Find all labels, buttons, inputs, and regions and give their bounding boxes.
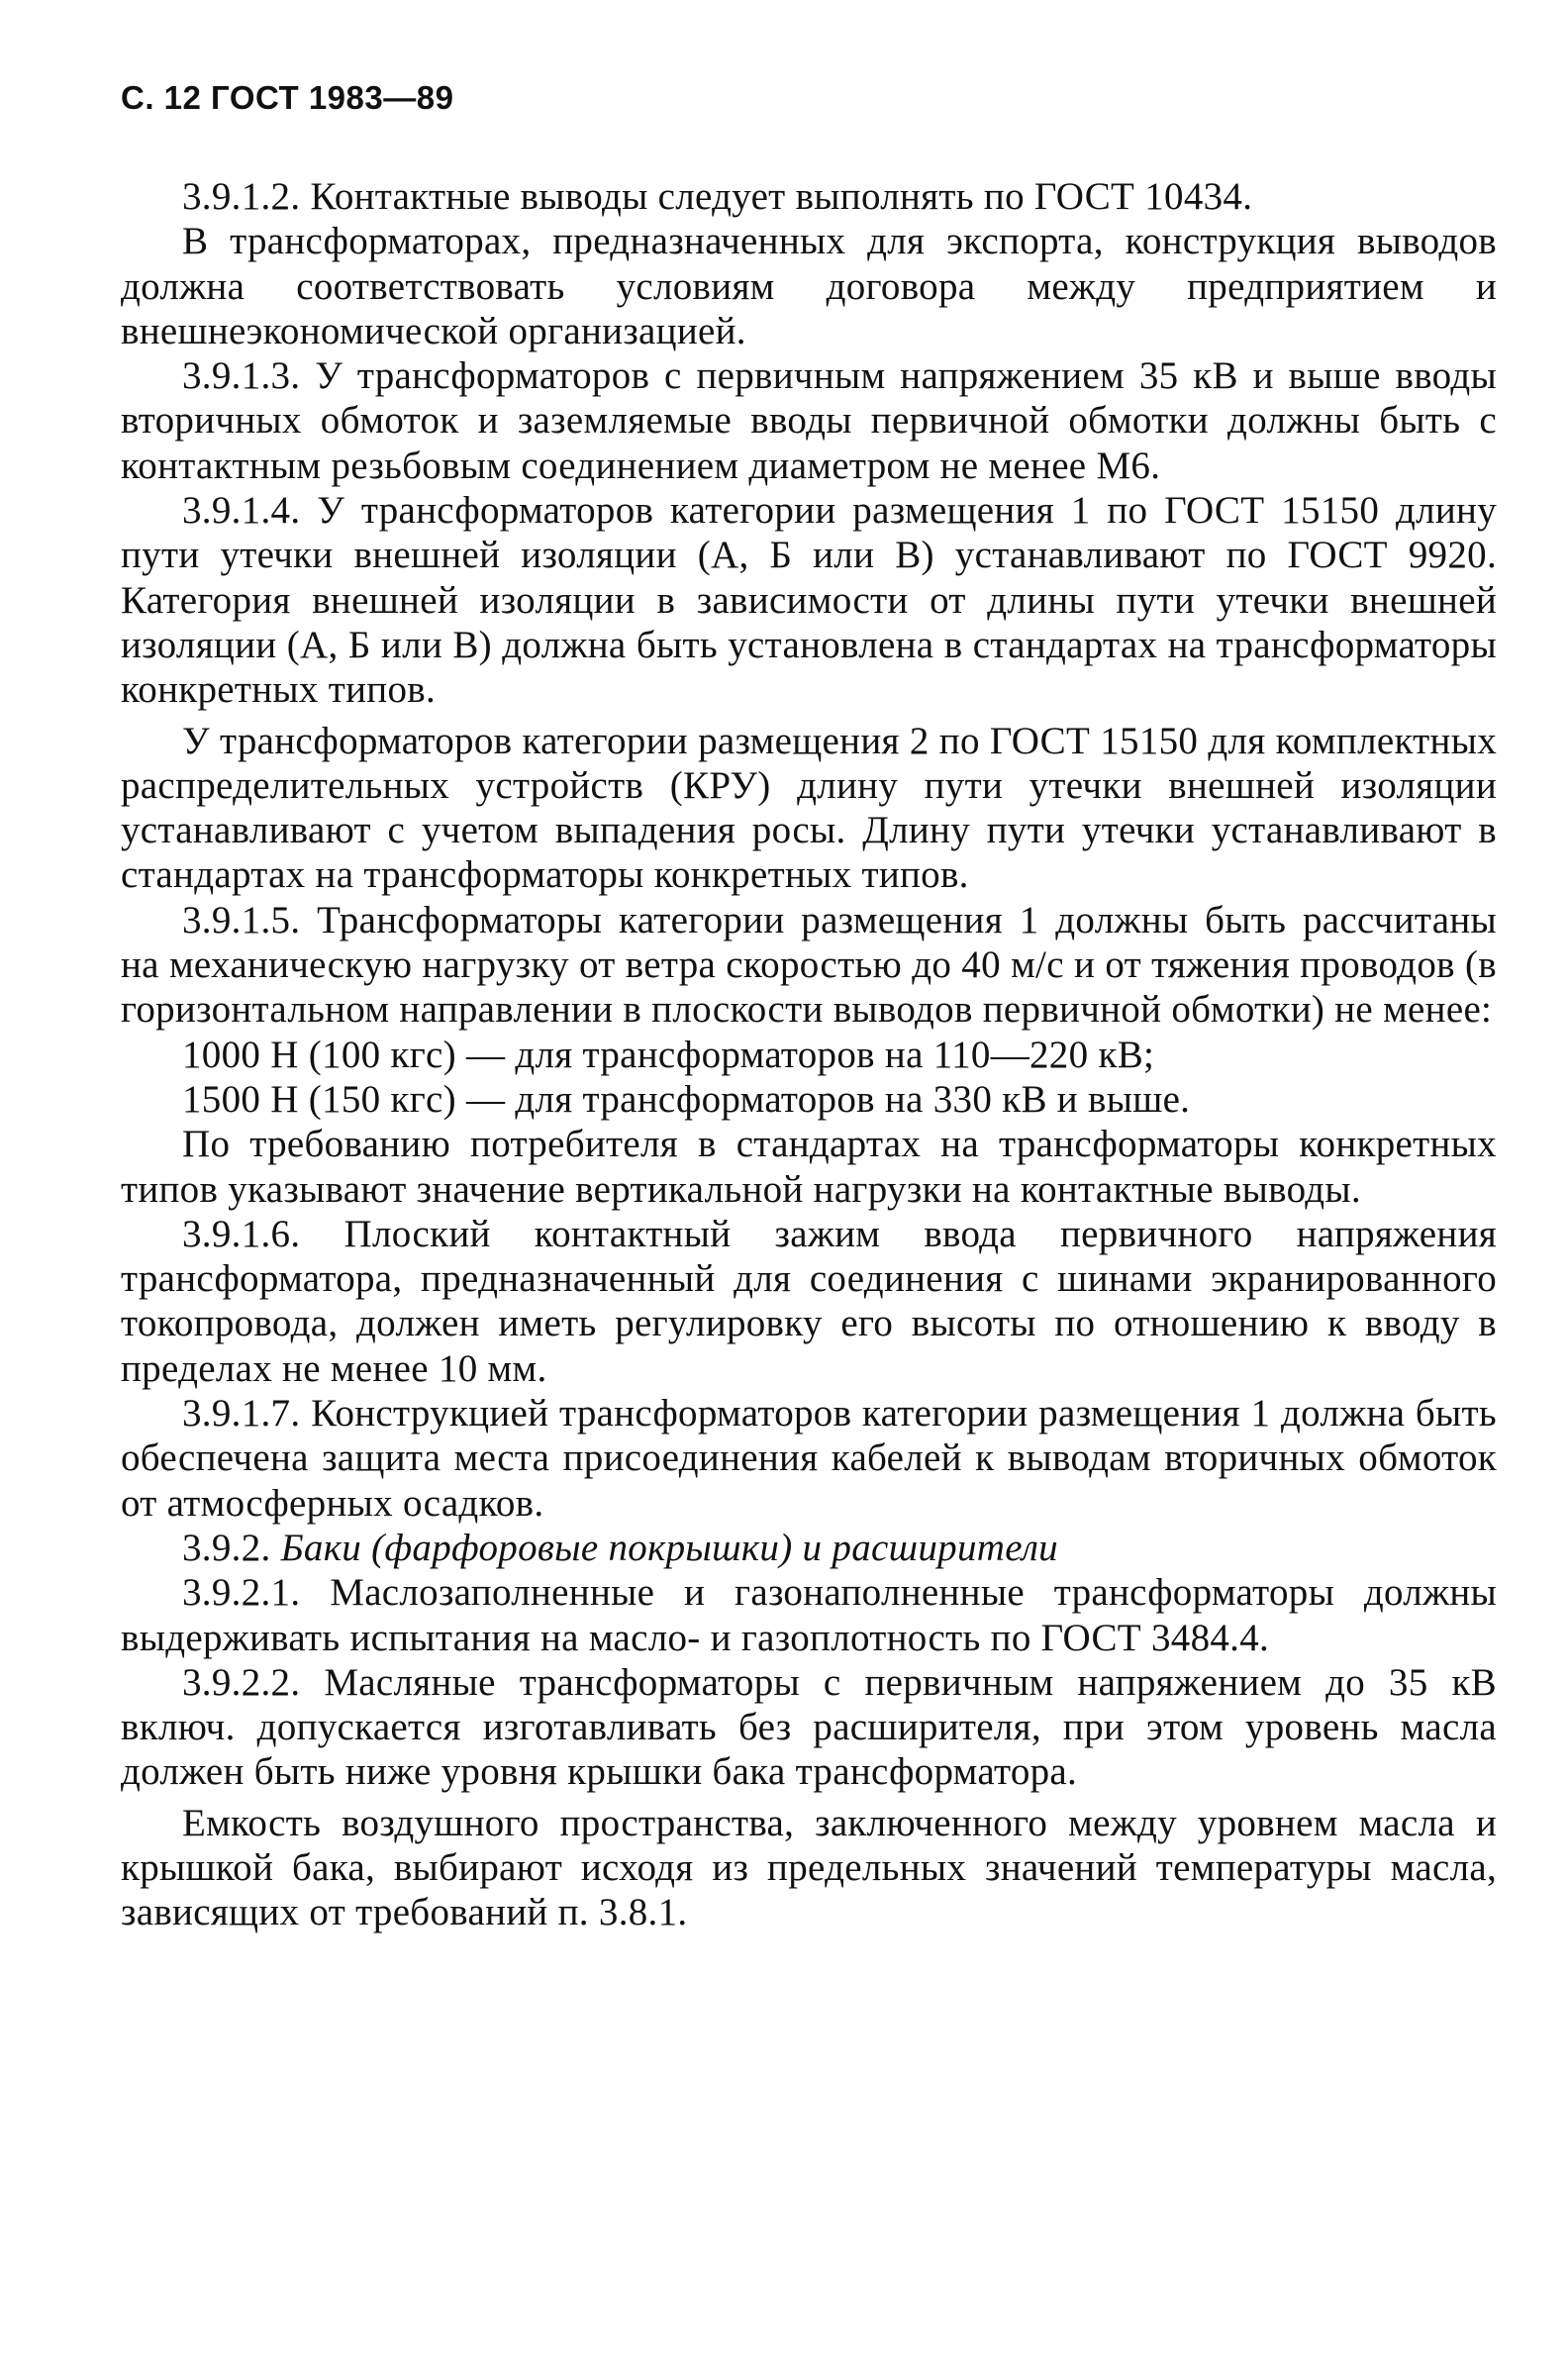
body-text [121,174,1497,1935]
paragraph-3-9-2-2: 3.9.2.2. Масляные трансформаторы с первичным напряжением до 35 кВ включ. допускается изготавливать без расширителя, при этом уровень масла должен быть ниже уровня крышки бака трансформатора. [121,1660,1497,1794]
paragraph-3-9-1-4: 3.9.1.4. У трансформаторов категории размещения 1 по ГОСТ 15150 длину пути утечки внешней изоляции (А, Б или В) устанавливают по ГОСТ 9920. Категория внешней изоляции в зависимости от длины пути утечки внешней изоляции (А, Б или В) должна быть установлена в стандартах на трансформаторы конкретных типов. [121,489,1497,712]
paragraph-3-9-2-1: 3.9.2.1. Маслозаполненные и газонаполненные трансформаторы должны выдерживать испытания на масло- и газоплотность по ГОСТ 3484.4. [121,1571,1497,1659]
paragraph-load-1000: 1000 Н (100 кгс) — для трансформаторов на 110—220 кВ; [182,1033,1155,1076]
section-title: Баки (фарфоровые покрышки) и расширители [280,1526,1058,1569]
paragraph-3-9-1-2: 3.9.1.2. Контактные выводы следует выполнять по ГОСТ 10434. [182,175,1253,218]
paragraph-3-9-1-6: 3.9.1.6. Плоский контактный зажим ввода первичного напряжения трансформатора, предназначенный для соединения с шинами экранированного токопровода, должен иметь регулировку его высоты по отношению к вводу в пределах не менее 10 мм. [121,1212,1497,1390]
paragraph-load-1500: 1500 Н (150 кгс) — для трансформаторов на 330 кВ и выше. [182,1077,1191,1121]
paragraph-export: В трансформаторах, предназначенных для экспорта, конструкция выводов должна соответствовать условиям договора между предприятием и внешнеэкономической организацией. [121,220,1497,352]
paragraph-vertical-load: По требованию потребителя в стандартах на трансформаторы конкретных типов указывают значение вертикальной нагрузки на контактные выводы. [121,1123,1497,1211]
paragraph-3-9-1-3: 3.9.1.3. У трансформаторов с первичным напряжением 35 кВ и выше вводы вторичных обмоток и заземляемые вводы первичной обмотки должны быть с контактным резьбовым соединением диаметром не менее М6. [121,354,1497,487]
paragraph-category-2: У трансформаторов категории размещения 2 по ГОСТ 15150 для комплектных распределительных устройств (КРУ) длину пути утечки внешней изоляции устанавливают с учетом выпадения росы. Длину пути утечки устанавливают в стандартах на трансформаторы конкретных типов. [121,719,1497,897]
paragraph-3-9-2-heading [121,1526,1497,1570]
running-head: С. 12 ГОСТ 1983—89 [121,79,454,116]
section-number: 3.9.2. [182,1526,271,1569]
paragraph-air-space: Емкость воздушного пространства, заключенного между уровнем масла и крышкой бака, выбирают исходя из предельных значений температуры масла, зависящих от требований п. 3.8.1. [121,1801,1497,1934]
paragraph-3-9-1-7: 3.9.1.7. Конструкцией трансформаторов категории размещения 1 должна быть обеспечена защита места присоединения кабелей к выводам вторичных обмоток от атмосферных осадков. [121,1392,1497,1525]
paragraph-3-9-1-5: 3.9.1.5. Трансформаторы категории размещения 1 должны быть рассчитаны на механическую нагрузку от ветра скоростью до 40 м/с и от тяжения проводов (в горизонтальном направлении в плоскости выводов первичной обмотки) не менее: [121,898,1497,1032]
